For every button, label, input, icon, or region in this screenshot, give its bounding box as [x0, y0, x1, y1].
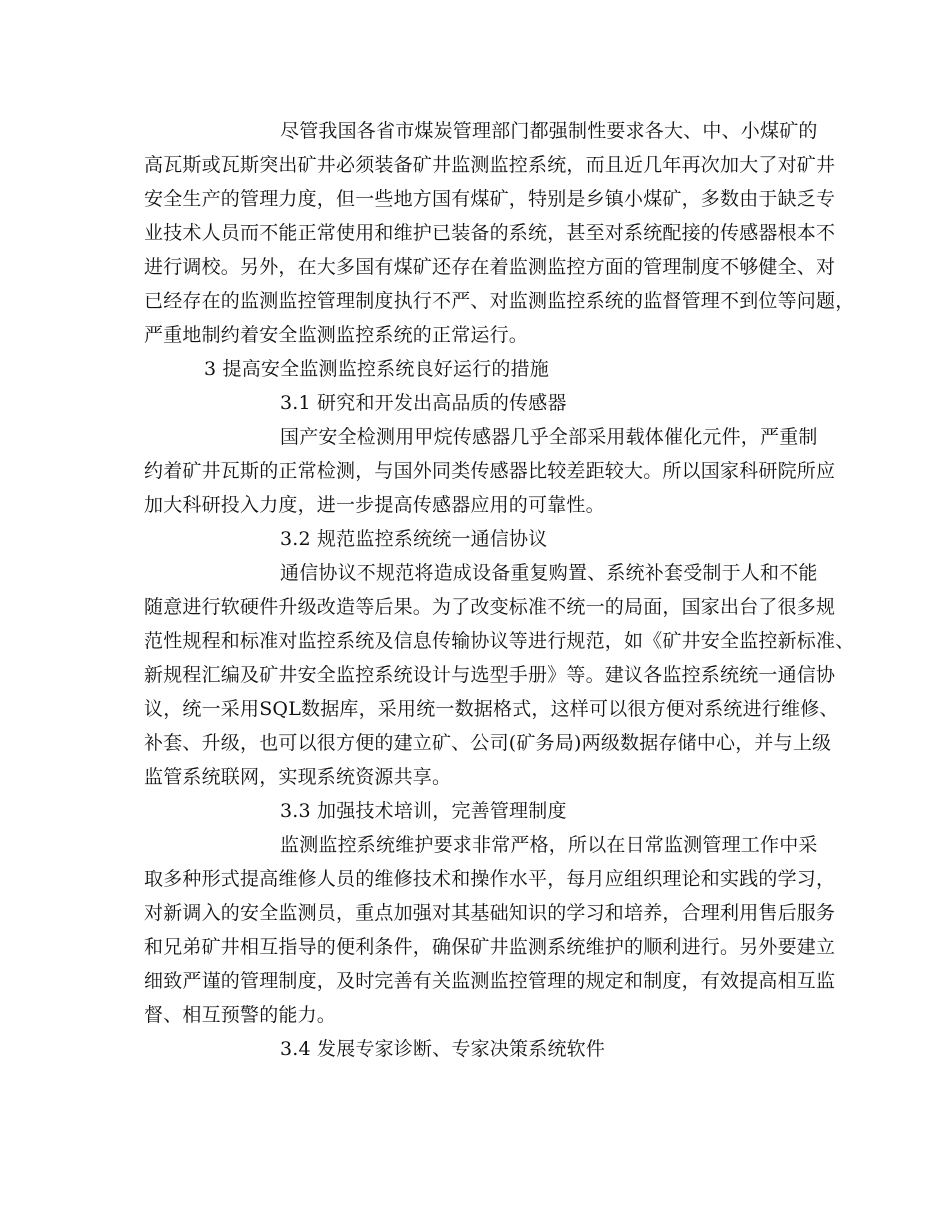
subsection-heading-3-3: 3.3 加强技术培训，完善管理制度 — [280, 800, 567, 822]
paragraph-line: 已经存在的监测监控管理制度执行不严、对监测监控系统的监督管理不到位等问题， — [144, 290, 855, 312]
paragraph-line: 细致严谨的管理制度，及时完善有关监测监控管理的规定和制度，有效提高相互监 — [144, 970, 836, 992]
paragraph-line: 尽管我国各省市煤炭管理部门都强制性要求各大、中、小煤矿的 — [280, 120, 818, 142]
paragraph-line: 议，统一采用SQL数据库，采用统一数据格式，这样可以很方便对系统进行维修、 — [144, 698, 839, 720]
paragraph-line: 通信协议不规范将造成设备重复购置、系统补套受制于人和不能 — [280, 562, 818, 584]
paragraph-line: 约着矿井瓦斯的正常检测，与国外同类传感器比较差距较大。所以国家科研院所应 — [144, 460, 836, 482]
subsection-heading-3-4: 3.4 发展专家诊断、专家决策系统软件 — [280, 1038, 606, 1060]
paragraph-line: 补套、升级，也可以很方便的建立矿、公司(矿务局)两级数据存储中心，并与上级 — [144, 732, 832, 754]
paragraph-line: 监管系统联网，实现系统资源共享。 — [144, 766, 452, 788]
subsection-heading-3-1: 3.1 研究和开发出高品质的传感器 — [280, 392, 567, 414]
paragraph-line: 国产安全检测用甲烷传感器几乎全部采用载体催化元件，严重制 — [280, 426, 818, 448]
paragraph-line: 监测监控系统维护要求非常严格，所以在日常监测管理工作中采 — [280, 834, 818, 856]
paragraph-line: 范性规程和标准对监控系统及信息传输协议等进行规范，如《矿井安全监控新标准、 — [144, 630, 855, 652]
paragraph-line: 和兄弟矿井相互指导的便利条件，确保矿井监测系统维护的顺利进行。另外要建立 — [144, 936, 836, 958]
paragraph-line: 安全生产的管理力度，但一些地方国有煤矿，特别是乡镇小煤矿，多数由于缺乏专 — [144, 188, 836, 210]
paragraph-line: 取多种形式提高维修人员的维修技术和操作水平，每月应组织理论和实践的学习， — [144, 868, 836, 890]
paragraph-line: 业技术人员而不能正常使用和维护已装备的系统，甚至对系统配接的传感器根本不 — [144, 222, 836, 244]
paragraph-line: 督、相互预警的能力。 — [144, 1004, 337, 1026]
paragraph-line: 对新调入的安全监测员，重点加强对其基础知识的学习和培养，合理利用售后服务 — [144, 902, 836, 924]
paragraph-line: 进行调校。另外，在大多国有煤矿还存在着监测监控方面的管理制度不够健全、对 — [144, 256, 836, 278]
paragraph-line: 随意进行软硬件升级改造等后果。为了改变标准不统一的局面，国家出台了很多规 — [144, 596, 836, 618]
paragraph-line: 严重地制约着安全监测监控系统的正常运行。 — [144, 324, 529, 346]
paragraph-line: 高瓦斯或瓦斯突出矿井必须装备矿井监测监控系统，而且近几年再次加大了对矿井 — [144, 154, 836, 176]
paragraph-line: 新规程汇编及矿井安全监控系统设计与选型手册》等。建议各监控系统统一通信协 — [144, 664, 836, 686]
section-heading-3: 3 提高安全监测监控系统良好运行的措施 — [204, 358, 549, 380]
paragraph-line: 加大科研投入力度，进一步提高传感器应用的可靠性。 — [144, 494, 605, 516]
subsection-heading-3-2: 3.2 规范监控系统统一通信协议 — [280, 528, 548, 550]
